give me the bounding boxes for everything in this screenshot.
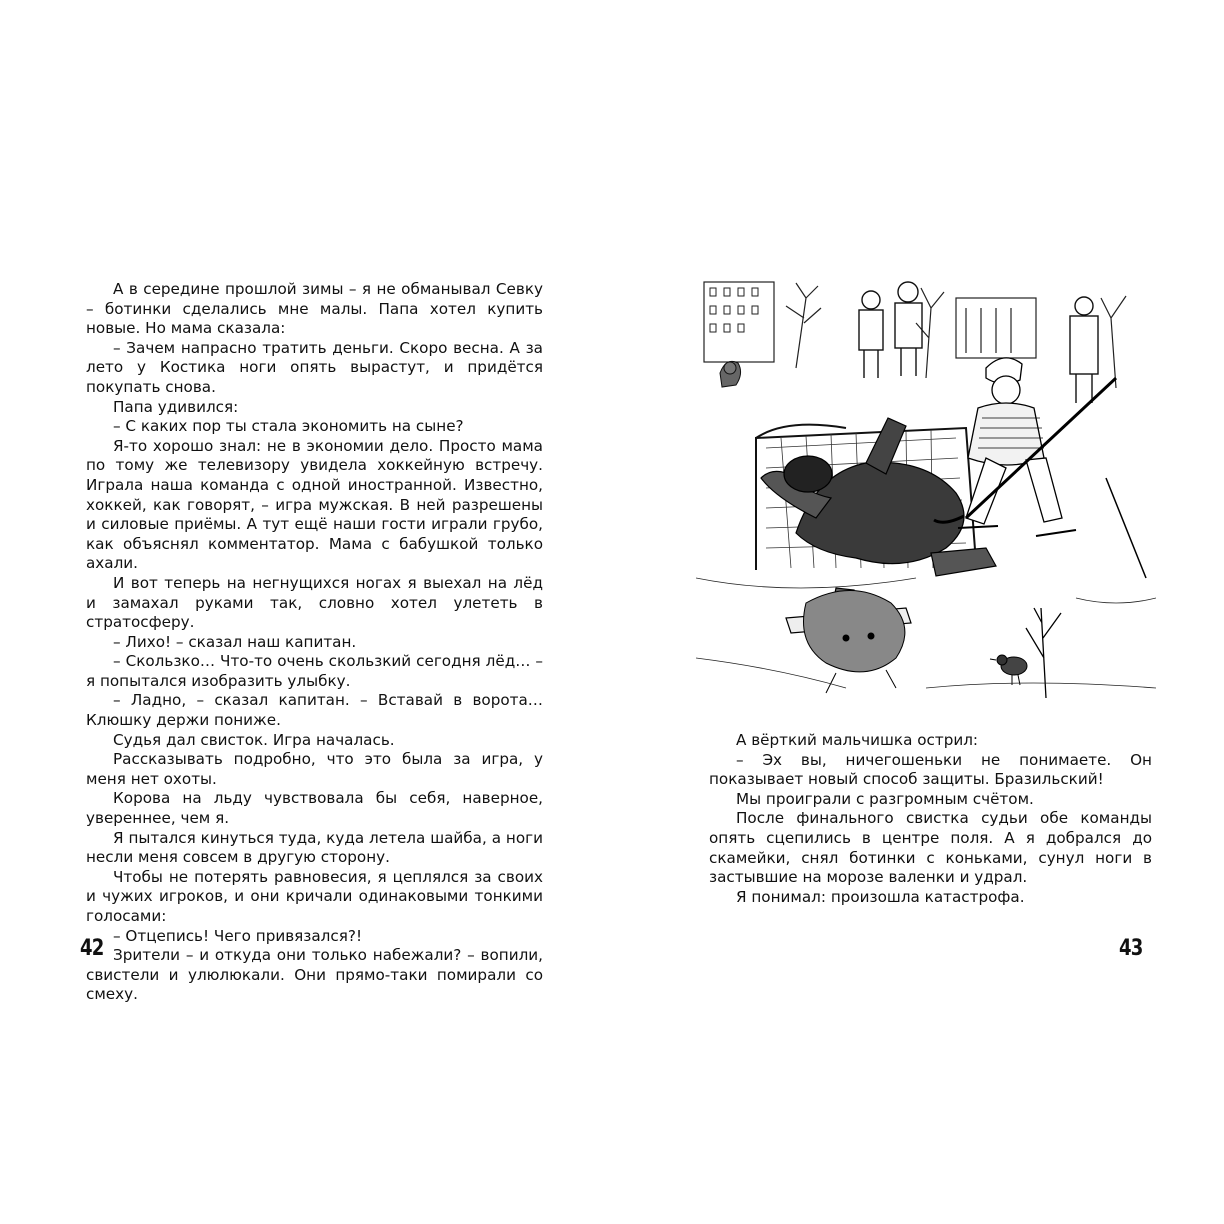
paragraph: Папа удивился:	[113, 397, 239, 416]
paragraph: – Зачем напрасно тратить деньги. Скоро весна. А за лето у Костика ноги опять вырастут, и придётся покупать снова.	[86, 338, 543, 396]
right-page-text	[709, 731, 1152, 907]
paragraph: – Лихо! – сказал наш капитан.	[113, 632, 357, 651]
paragraph: Корова на льду чувствовала бы себя, наверное, увереннее, чем я.	[86, 789, 543, 828]
paragraph: Зрители – и откуда они только набежали? – вопили, свистели и улюлюкали. Они прямо-таки помирали со смеху.	[86, 946, 543, 1004]
paragraph: Рассказывать подробно, что это была за игра, у меня нет охоты.	[86, 750, 543, 788]
right-page	[612, 0, 1224, 1224]
paragraph: Чтобы не потерять равновесия, я цеплялся за своих и чужих игроков, и они кричали одинаковыми тонкими голосами:	[86, 867, 543, 925]
paragraph: – Эх вы, ничегошеньки не понимаете. Он показывает новый способ защиты. Бразильский!	[709, 750, 1152, 789]
paragraph: Судья дал свисток. Игра началась.	[113, 730, 395, 749]
page-number: 42	[80, 936, 104, 961]
hockey-illustration	[696, 278, 1156, 706]
paragraph: – Ладно, – сказал капитан. – Вставай в ворота… Клюшку держи пониже.	[86, 691, 543, 730]
paragraph: И вот теперь на негнущихся ногах я выехал на лёд и замахал руками так, словно хотел улететь в стратосферу.	[86, 573, 543, 632]
paragraph: Я-то хорошо знал: не в экономии дело. Просто мама по тому же телевизору увидела хоккейную встречу. Играла наша команда с одной иностранной. Известно, хоккей, как говорят, – игра мужская. В ней разрешены и силовые приёмы. А тут ещё наши гости играли грубо, как объяснял комментатор. Мама с бабушкой только ахали.	[86, 436, 543, 573]
paragraph: – С каких пор ты стала экономить на сыне?	[113, 417, 464, 436]
paragraph: Я пытался кинуться туда, куда летела шайба, а ноги несли меня совсем в другую сторону.	[86, 828, 543, 867]
paragraph: – Отцепись! Чего привязался?!	[113, 926, 363, 945]
left-page-text	[86, 280, 543, 1005]
paragraph: А в середине прошлой зимы – я не обманывал Севку – ботинки сделались мне малы. Папа хотел купить новые. Но мама сказала:	[86, 280, 543, 338]
paragraph: А вёрткий мальчишка острил:	[736, 731, 979, 749]
paragraph: После финального свистка судьи обе команды опять сцепились в центре поля. А я добрался до скамейки, снял ботинки с коньками, сунул ноги в застывшие на морозе валенки и удрал.	[709, 809, 1152, 887]
paragraph: Мы проиграли с разгромным счётом.	[736, 789, 1034, 808]
page-number: 43	[1119, 936, 1143, 961]
paragraph: Я понимал: произошла катастрофа.	[736, 887, 1025, 906]
paragraph: – Скользко… Что-то очень скользкий сегодня лёд… – я попытался изобразить улыбку.	[86, 652, 543, 690]
